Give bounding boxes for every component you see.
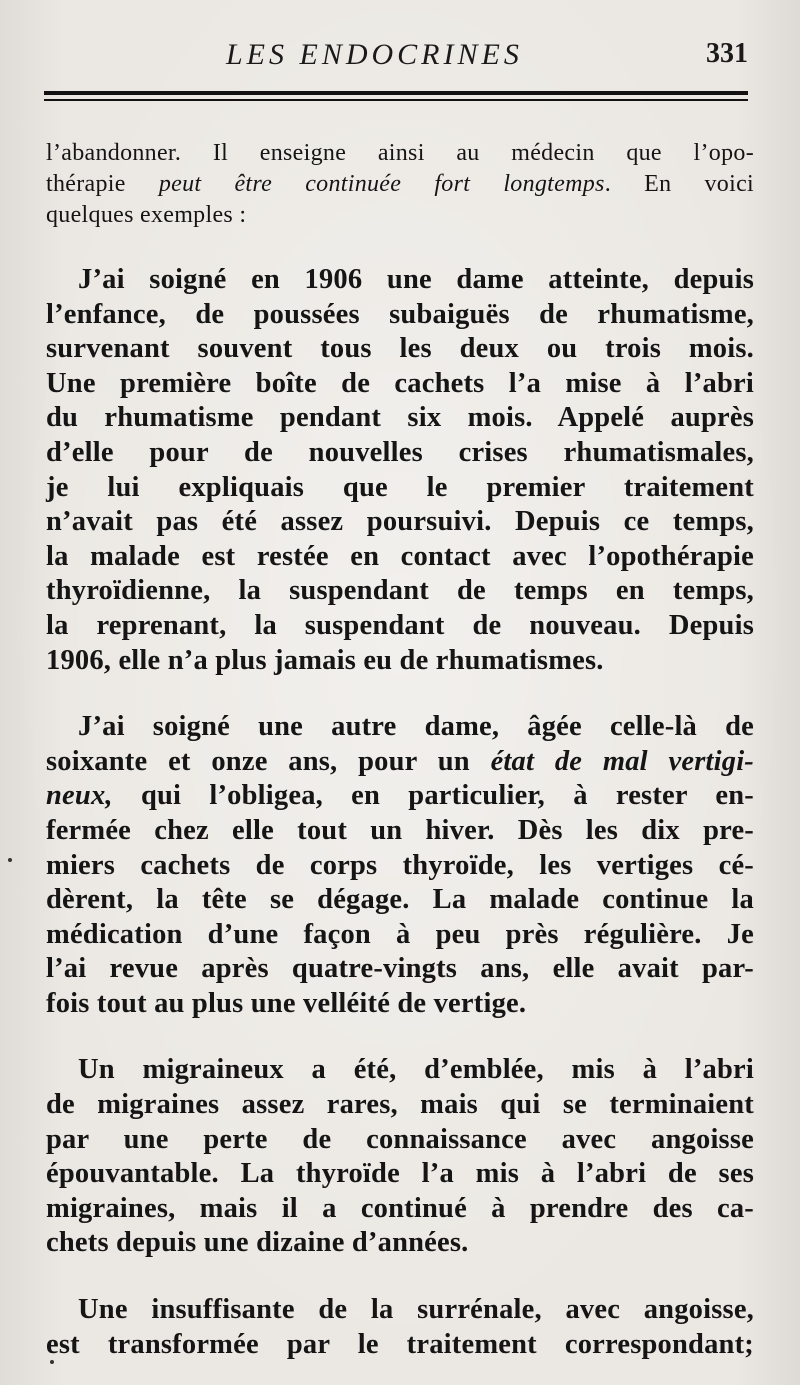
text-line: par une perte de connaissance avec angoisse [46, 1123, 754, 1155]
text-line: l’ai revue après quatre-vingts ans, elle avait par- [46, 953, 754, 985]
text-line: quelques exemples : [46, 202, 247, 228]
text-line: dèrent, la tête se dégage. La malade continue la [46, 884, 754, 916]
page-number: 331 [706, 38, 748, 69]
paragraph-2 [46, 263, 754, 678]
text-line: survenant souvent tous les deux ou trois mois. [46, 333, 754, 365]
text-line: je lui expliquais que le premier traitement [46, 471, 754, 503]
text-line: du rhumatisme pendant six mois. Appelé auprès [46, 402, 754, 434]
text-line: épouvantable. La thyroïde l’a mis à l’abri de ses [46, 1158, 754, 1190]
text-line: miers cachets de corps thyroïde, les vertiges cé- [46, 849, 754, 881]
paragraph-gap [46, 231, 754, 263]
text-line: médication d’une façon à peu près régulière. Je [46, 918, 754, 950]
running-header [0, 38, 800, 78]
text-line: fermée chez elle tout un hiver. Dès les dix pre- [46, 814, 754, 846]
paragraph-5 [46, 1293, 754, 1362]
text-line: d’elle pour de nouvelles crises rhumatismales, [46, 436, 754, 468]
paragraph-gap [46, 1261, 754, 1293]
header-rule-thin [44, 99, 748, 101]
text-body [46, 138, 754, 1362]
text-line: J’ai soigné une autre dame, âgée celle-là de [78, 711, 754, 743]
running-title: LES ENDOCRINES [226, 38, 523, 71]
paragraph-gap [46, 678, 754, 710]
text-line: Un migraineux a été, d’emblée, mis à l’abri [78, 1054, 754, 1086]
text-line: chets depuis une dizaine d’années. [46, 1227, 469, 1259]
text-line: fois tout au plus une velléité de vertige. [46, 987, 527, 1019]
paragraph-1 [46, 138, 754, 231]
text-line: thérapie peut être continuée fort longtemps. En voici [46, 171, 754, 197]
italic-phrase: neux, [46, 780, 113, 812]
text-line: J’ai soigné en 1906 une dame atteinte, depuis [78, 264, 754, 295]
ink-speck [8, 858, 12, 862]
ink-speck [50, 1360, 54, 1364]
text-line: migraines, mais il a continué à prendre des ca- [46, 1192, 754, 1224]
header-rule-thick [44, 91, 748, 95]
paragraph-4 [46, 1053, 754, 1261]
text-line: neux, qui l’obligea, en particulier, à rester en- [46, 780, 754, 812]
text-line: soixante et onze ans, pour un état de mal vertigi- [46, 745, 754, 777]
text-line: la reprenant, la suspendant de nouveau. Depuis [46, 609, 754, 641]
text-line: thyroïdienne, la suspendant de temps en temps, [46, 575, 754, 607]
italic-phrase: peut être continuée fort longtemps [158, 171, 605, 197]
text-line: de migraines assez rares, mais qui se terminaient [46, 1089, 754, 1121]
italic-phrase: état de mal vertigi- [490, 745, 754, 777]
text-line: Une insuffisante de la surrénale, avec angoisse, [78, 1294, 754, 1326]
text-line: est transformée par le traitement correspondant; [46, 1328, 754, 1360]
text-line: n’avait pas été assez poursuivi. Depuis ce temps, [46, 506, 754, 538]
text-line: Une première boîte de cachets l’a mise à l’abri [46, 367, 754, 399]
text-line: la malade est restée en contact avec l’opothérapie [46, 540, 754, 572]
text-line: 1906, elle n’a plus jamais eu de rhumatismes. [46, 644, 604, 676]
text-line: l’enfance, de poussées subaiguës de rhumatisme, [46, 298, 754, 330]
paragraph-3 [46, 710, 754, 1021]
text-line: l’abandonner. Il enseigne ainsi au médecin que l’opo- [46, 140, 754, 166]
paragraph-gap [46, 1021, 754, 1053]
